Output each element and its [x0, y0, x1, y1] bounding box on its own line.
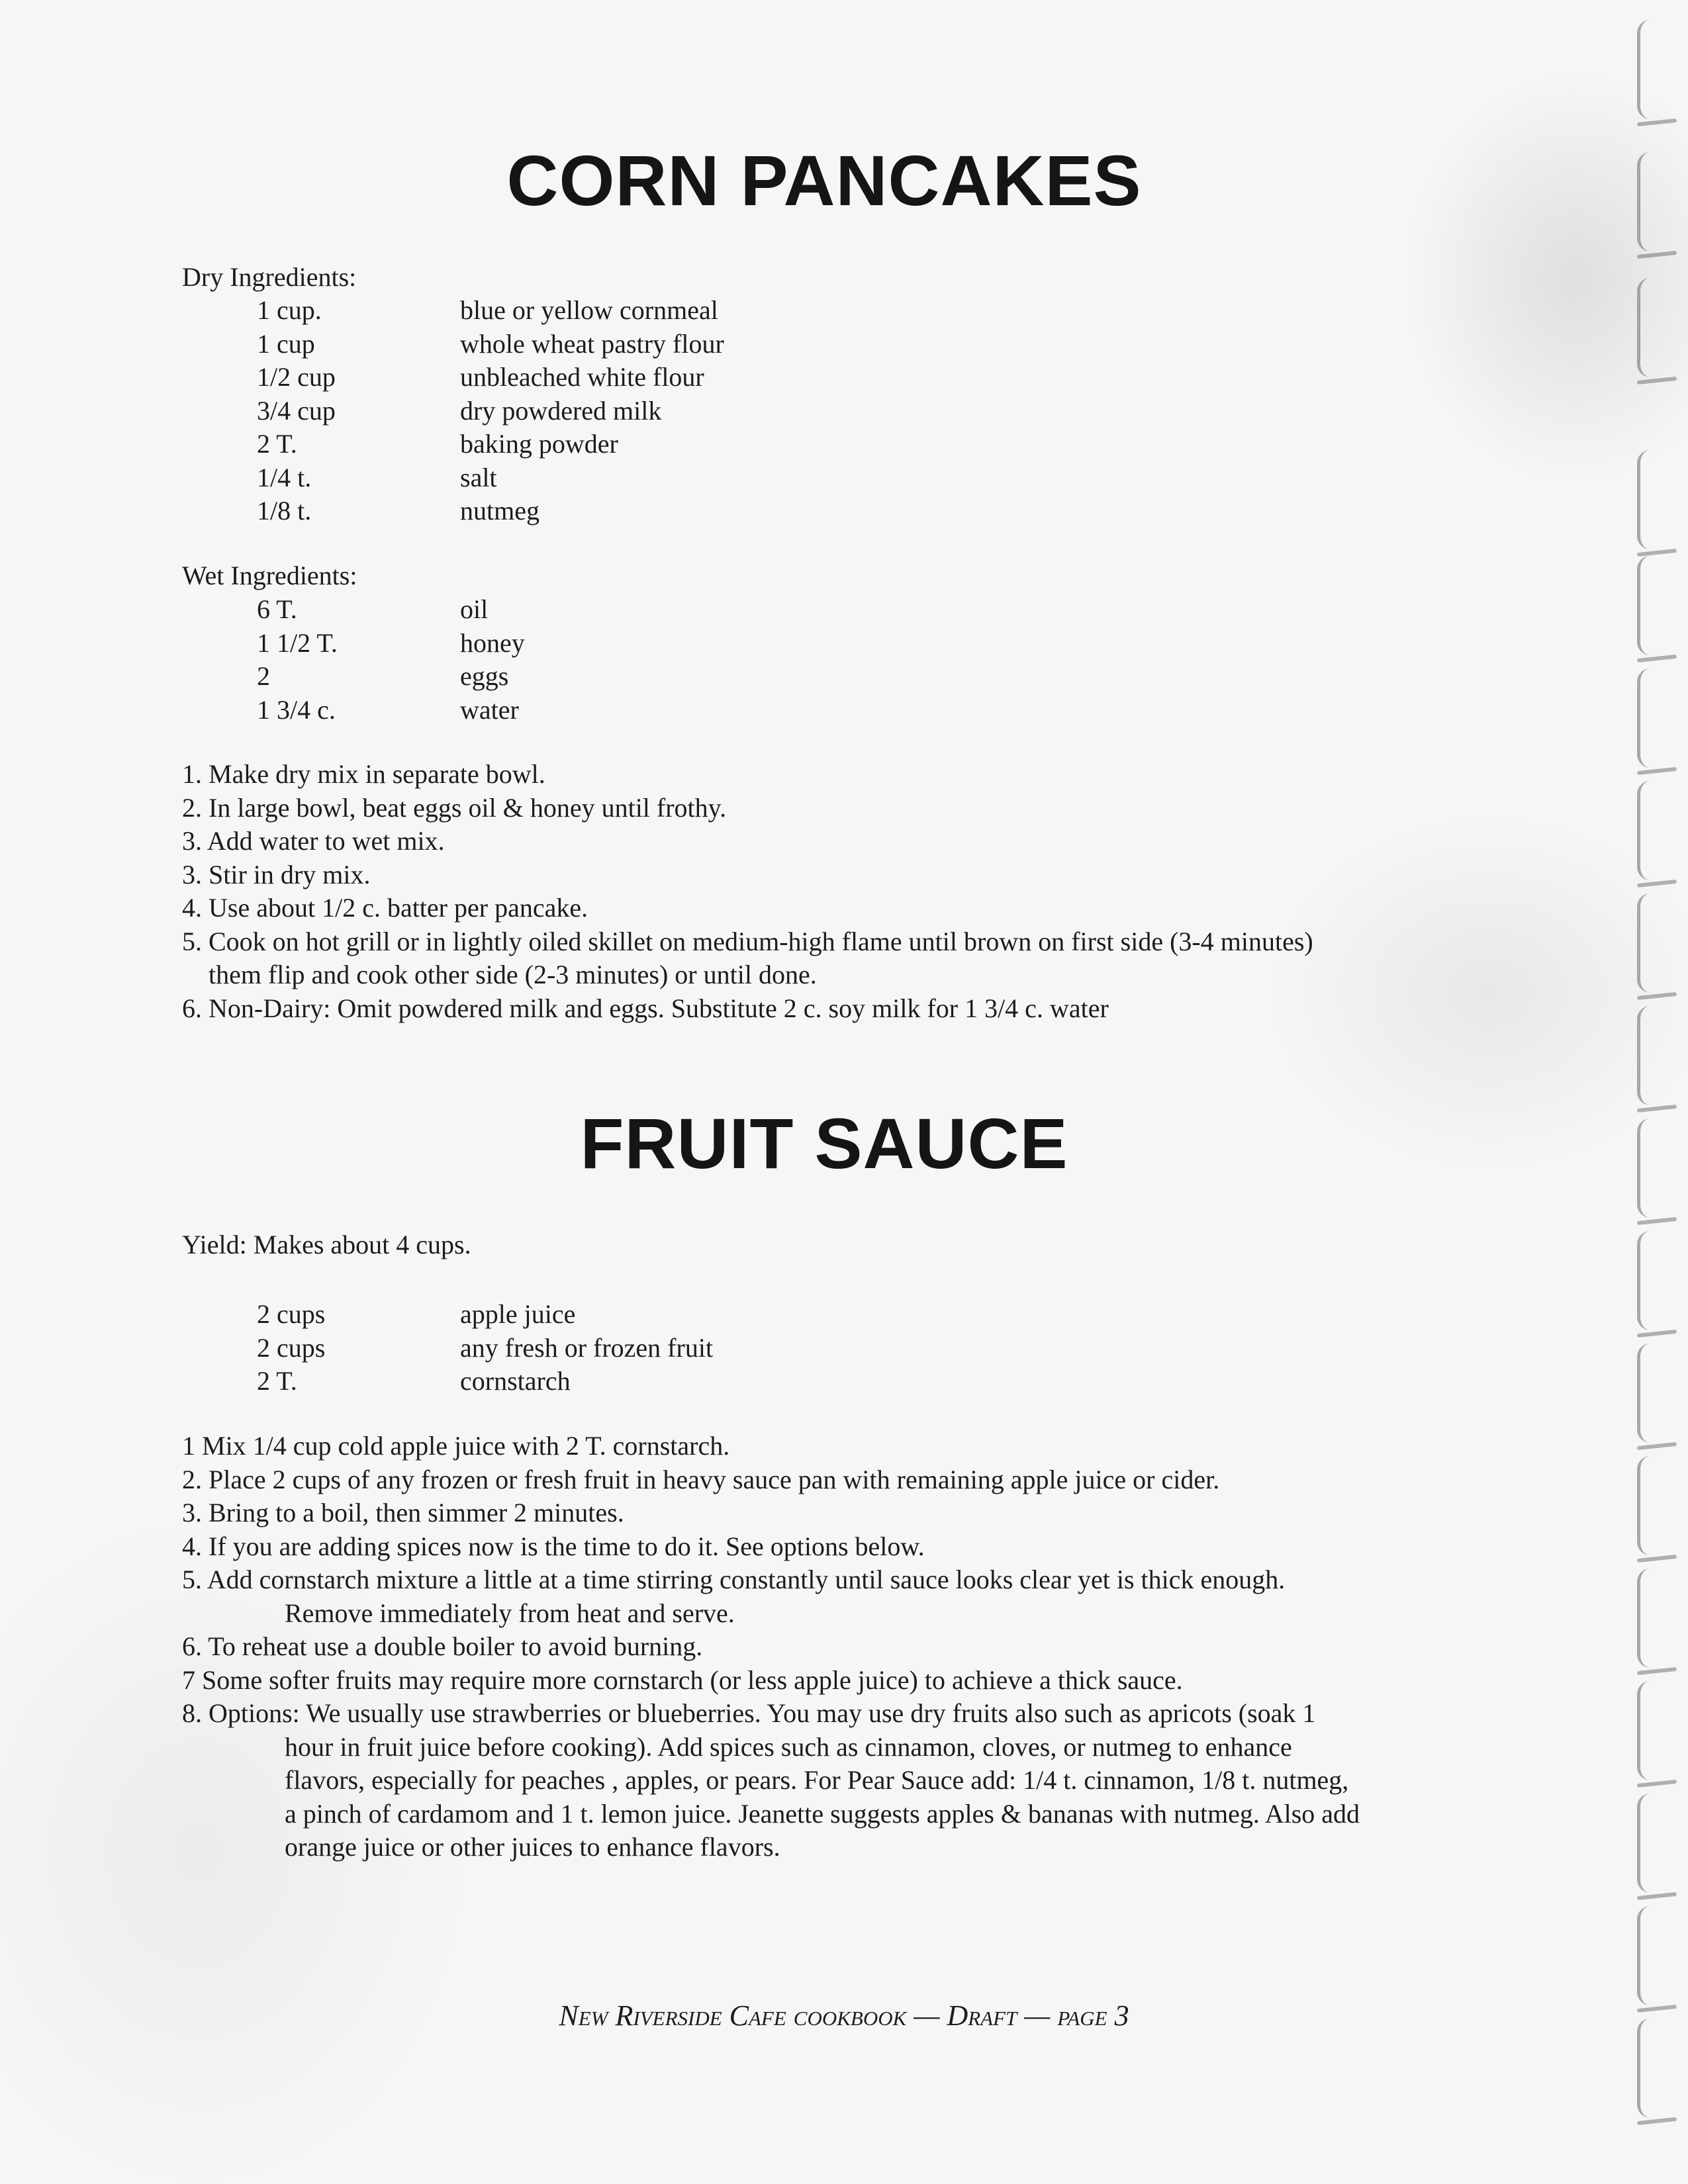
step-line: 1. Make dry mix in separate bowl.	[182, 759, 545, 789]
step-line: 3. Stir in dry mix.	[182, 859, 371, 889]
step-line: flavors, especially for peaches , apples, or pears. For Pear Sauce add: 1/4 t. cinnamon, 1/8 t. nutmeg,	[285, 1765, 1349, 1795]
ingredient-qty: 1 cup.	[257, 295, 322, 325]
wet-ingredients-label: Wet Ingredients:	[182, 561, 357, 590]
step-line: 4. If you are adding spices now is the time to do it. See options below.	[182, 1531, 925, 1561]
ingredient-item: oil	[460, 594, 489, 624]
ingredient-row	[257, 394, 724, 428]
wet-ingredients-table	[257, 593, 525, 727]
step-line: 3. Bring to a boil, then simmer 2 minutes.	[182, 1498, 624, 1527]
binding-ring	[1637, 893, 1669, 993]
ingredient-item: blue or yellow cornmeal	[460, 295, 718, 325]
ingredient-row	[257, 328, 724, 361]
binding-ring	[1637, 1343, 1669, 1443]
footer-book-title: New Riverside Cafe cookbook	[559, 1999, 907, 2032]
ingredient-item: whole wheat pastry flour	[460, 328, 724, 359]
ingredient-item: dry powdered milk	[460, 395, 662, 426]
step-line: 1 Mix 1/4 cup cold apple juice with 2 T. cornstarch.	[182, 1431, 730, 1461]
step-line: them flip and cook other side (2-3 minutes) or until done.	[209, 960, 817, 989]
binding-ring	[1637, 556, 1669, 655]
page-footer	[0, 1999, 1688, 2032]
binding-ring	[1637, 1794, 1669, 1893]
ingredient-row	[257, 461, 724, 495]
binding-ring	[1637, 450, 1669, 549]
recipe-title-fruit-sauce: FRUIT SAUCE	[580, 1103, 1068, 1183]
ingredient-qty: 1/8 t.	[257, 496, 312, 525]
dry-ingredients-label: Dry Ingredients:	[182, 262, 357, 292]
ingredient-row	[257, 1298, 713, 1332]
ingredient-item: water	[460, 694, 519, 725]
step-line: 7 Some softer fruits may require more cornstarch (or less apple juice) to achieve a thick sauce.	[182, 1664, 1183, 1695]
binding-ring	[1637, 1569, 1669, 1668]
ingredient-qty: 6 T.	[257, 594, 297, 624]
step-line: orange juice or other juices to enhance flavors.	[285, 1832, 780, 1862]
ingredient-item: any fresh or frozen fruit	[460, 1332, 714, 1363]
ingredient-item: unbleached white flour	[460, 362, 704, 392]
ingredient-row	[257, 361, 724, 394]
ingredient-item: cornstarch	[460, 1366, 571, 1396]
step-line: 5. Add cornstarch mixture a little at a time stirring constantly until sauce looks clear yet is thick enough.	[182, 1565, 1286, 1594]
binding-ring	[1637, 1006, 1669, 1105]
ingredient-qty: 3/4 cup	[257, 395, 336, 426]
ingredient-row	[257, 1332, 713, 1365]
ingredient-row	[257, 1365, 713, 1398]
binding-ring	[1637, 1231, 1669, 1330]
ingredient-row	[257, 694, 525, 727]
ingredient-item: baking powder	[460, 429, 618, 459]
ingredient-qty: 1 1/2 T.	[257, 627, 338, 658]
binding-ring	[1637, 1906, 1669, 2005]
step-line: a pinch of cardamom and 1 t. lemon juice. Jeanette suggests apples & bananas with nutmeg. Also add	[285, 1798, 1360, 1829]
ingredient-qty: 2 cups	[257, 1299, 326, 1329]
ingredient-qty: 2 T.	[257, 429, 297, 459]
recipe-title-corn-pancakes: CORN PANCAKES	[506, 140, 1142, 220]
ingredient-item: salt	[460, 462, 497, 492]
step-line: 3. Add water to wet mix.	[182, 826, 445, 856]
step-line: hour in fruit juice before cooking). Add spices such as cinnamon, cloves, or nutmeg to enhance	[285, 1731, 1292, 1762]
binding-ring	[1637, 1456, 1669, 1555]
binding-ring	[1637, 781, 1669, 880]
footer-separator: —	[906, 1999, 947, 2032]
footer-page-number: page 3	[1057, 1999, 1129, 2032]
step-line: 2. In large bowl, beat eggs oil & honey until frothy.	[182, 792, 727, 823]
spiral-binding	[1609, 0, 1688, 2184]
binding-ring	[1637, 2019, 1669, 2118]
ingredient-qty: 2 T.	[257, 1366, 297, 1396]
ingredient-row	[257, 428, 724, 461]
step-line: 4. Use about 1/2 c. batter per pancake.	[182, 893, 588, 923]
binding-ring	[1637, 20, 1669, 119]
ingredient-item: apple juice	[460, 1299, 576, 1329]
ingredient-item: honey	[460, 627, 525, 658]
footer-separator: —	[1017, 1999, 1058, 2032]
fruit-sauce-ingredients-table	[257, 1298, 713, 1398]
binding-ring	[1637, 668, 1669, 768]
step-line: 2. Place 2 cups of any frozen or fresh fruit in heavy sauce pan with remaining apple juice or cider.	[182, 1464, 1220, 1494]
ingredient-row	[257, 494, 724, 528]
dry-ingredients-table	[257, 294, 724, 528]
ingredient-qty: 1/2 cup	[257, 362, 336, 392]
ingredient-row	[257, 294, 724, 328]
yield-text: Yield: Makes about 4 cups.	[182, 1230, 471, 1259]
binding-ring	[1637, 1681, 1669, 1780]
step-line: 5. Cook on hot grill or in lightly oiled skillet on medium-high flame until brown on first side (3-4 minutes)	[182, 926, 1313, 956]
fruit-sauce-steps	[182, 1430, 1572, 1864]
binding-ring	[1637, 278, 1669, 377]
step-line: 8. Options: We usually use strawberries or blueberries. You may use dry fruits also such as apricots (soak 1	[182, 1698, 1316, 1728]
footer-draft: Draft	[947, 1999, 1017, 2032]
ingredient-row	[257, 660, 525, 694]
ingredient-qty: 2 cups	[257, 1332, 326, 1363]
ingredient-row	[257, 627, 525, 660]
ingredient-qty: 2	[257, 661, 270, 691]
step-line: 6. To reheat use a double boiler to avoid burning.	[182, 1631, 703, 1661]
ingredient-qty: 1/4 t.	[257, 462, 312, 492]
ingredient-row	[257, 593, 525, 627]
corn-pancakes-steps	[182, 758, 1572, 1025]
step-line: 6. Non-Dairy: Omit powdered milk and eggs. Substitute 2 c. soy milk for 1 3/4 c. water	[182, 993, 1109, 1023]
ingredient-item: eggs	[460, 661, 509, 691]
step-line: Remove immediately from heat and serve.	[285, 1598, 735, 1628]
ingredient-qty: 1 cup	[257, 328, 315, 359]
ingredient-item: nutmeg	[460, 496, 539, 525]
ingredient-qty: 1 3/4 c.	[257, 694, 336, 725]
